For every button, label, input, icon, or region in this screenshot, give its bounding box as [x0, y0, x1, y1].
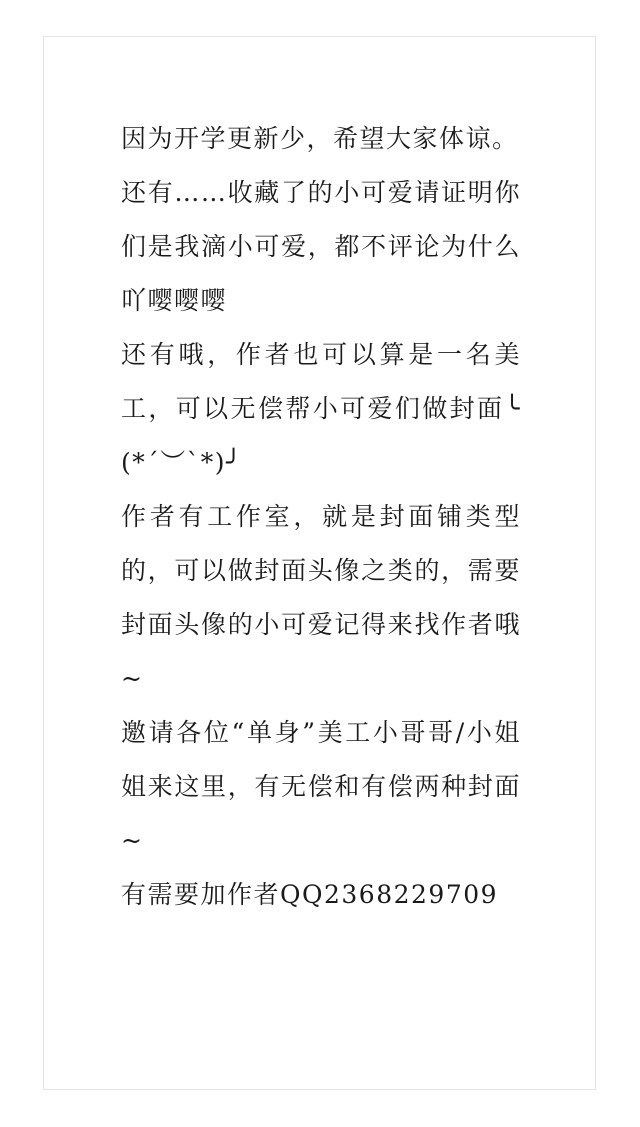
- paragraph-comment-request: 还有……收藏了的小可爱请证明你们是我滴小可爱，都不评论为什么吖嘤嘤嘤: [121, 178, 521, 315]
- paragraph-contact: 有需要加作者QQ2368229709: [121, 880, 499, 909]
- paragraph-cover-offer: 还有哦，作者也可以算是一名美工，可以无偿帮小可爱们做封面╰(*´︶`*)╯: [121, 340, 521, 477]
- paragraph-studio: 作者有工作室，就是封面铺类型的，可以做封面头像之类的，需要封面头像的小可爱记得来找作者哦~: [121, 502, 521, 693]
- article-body: [121, 112, 521, 922]
- paragraph-invitation: 邀请各位“单身”美工小哥哥/小姐姐来这里，有无偿和有偿两种封面~: [121, 718, 521, 855]
- paragraph-apology: 因为开学更新少，希望大家体谅。: [121, 124, 519, 153]
